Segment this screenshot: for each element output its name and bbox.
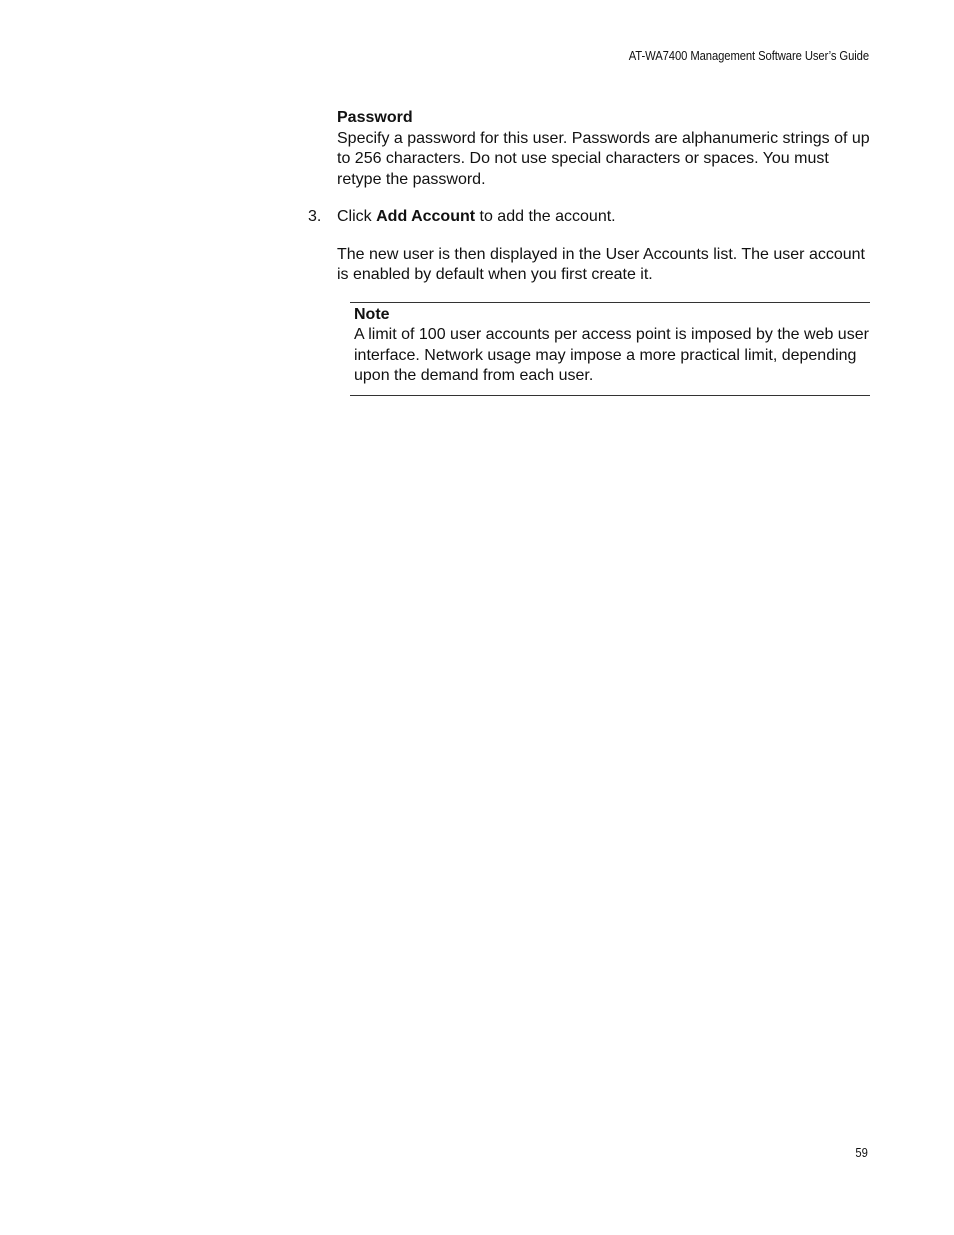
note-box: [350, 302, 870, 396]
password-description: Specify a password for this user. Passwords are alphanumeric strings of up to 256 characters. Do not use special characters or spaces. You must retype the password.: [337, 129, 870, 188]
page-number: 59: [855, 1146, 868, 1160]
step-3: [308, 207, 877, 228]
step-text-prefix: Click: [337, 208, 377, 225]
note-body: A limit of 100 user accounts per access point is imposed by the web user interface. Network usage may impose a more practical limit, depending upon the demand from each user.: [354, 326, 869, 384]
running-header: AT-WA7400 Management Software User’s Guide: [628, 49, 869, 63]
step-number: 3.: [308, 208, 322, 225]
password-term: Password: [337, 109, 413, 126]
page-content: [308, 108, 877, 396]
note-title: Note: [354, 305, 390, 323]
add-account-label: Add Account: [376, 208, 476, 225]
followup-paragraph: The new user is then displayed in the User Accounts list. The user account is enabled by default when you first create it.: [337, 245, 865, 283]
step-text-suffix: to add the account.: [475, 208, 616, 225]
